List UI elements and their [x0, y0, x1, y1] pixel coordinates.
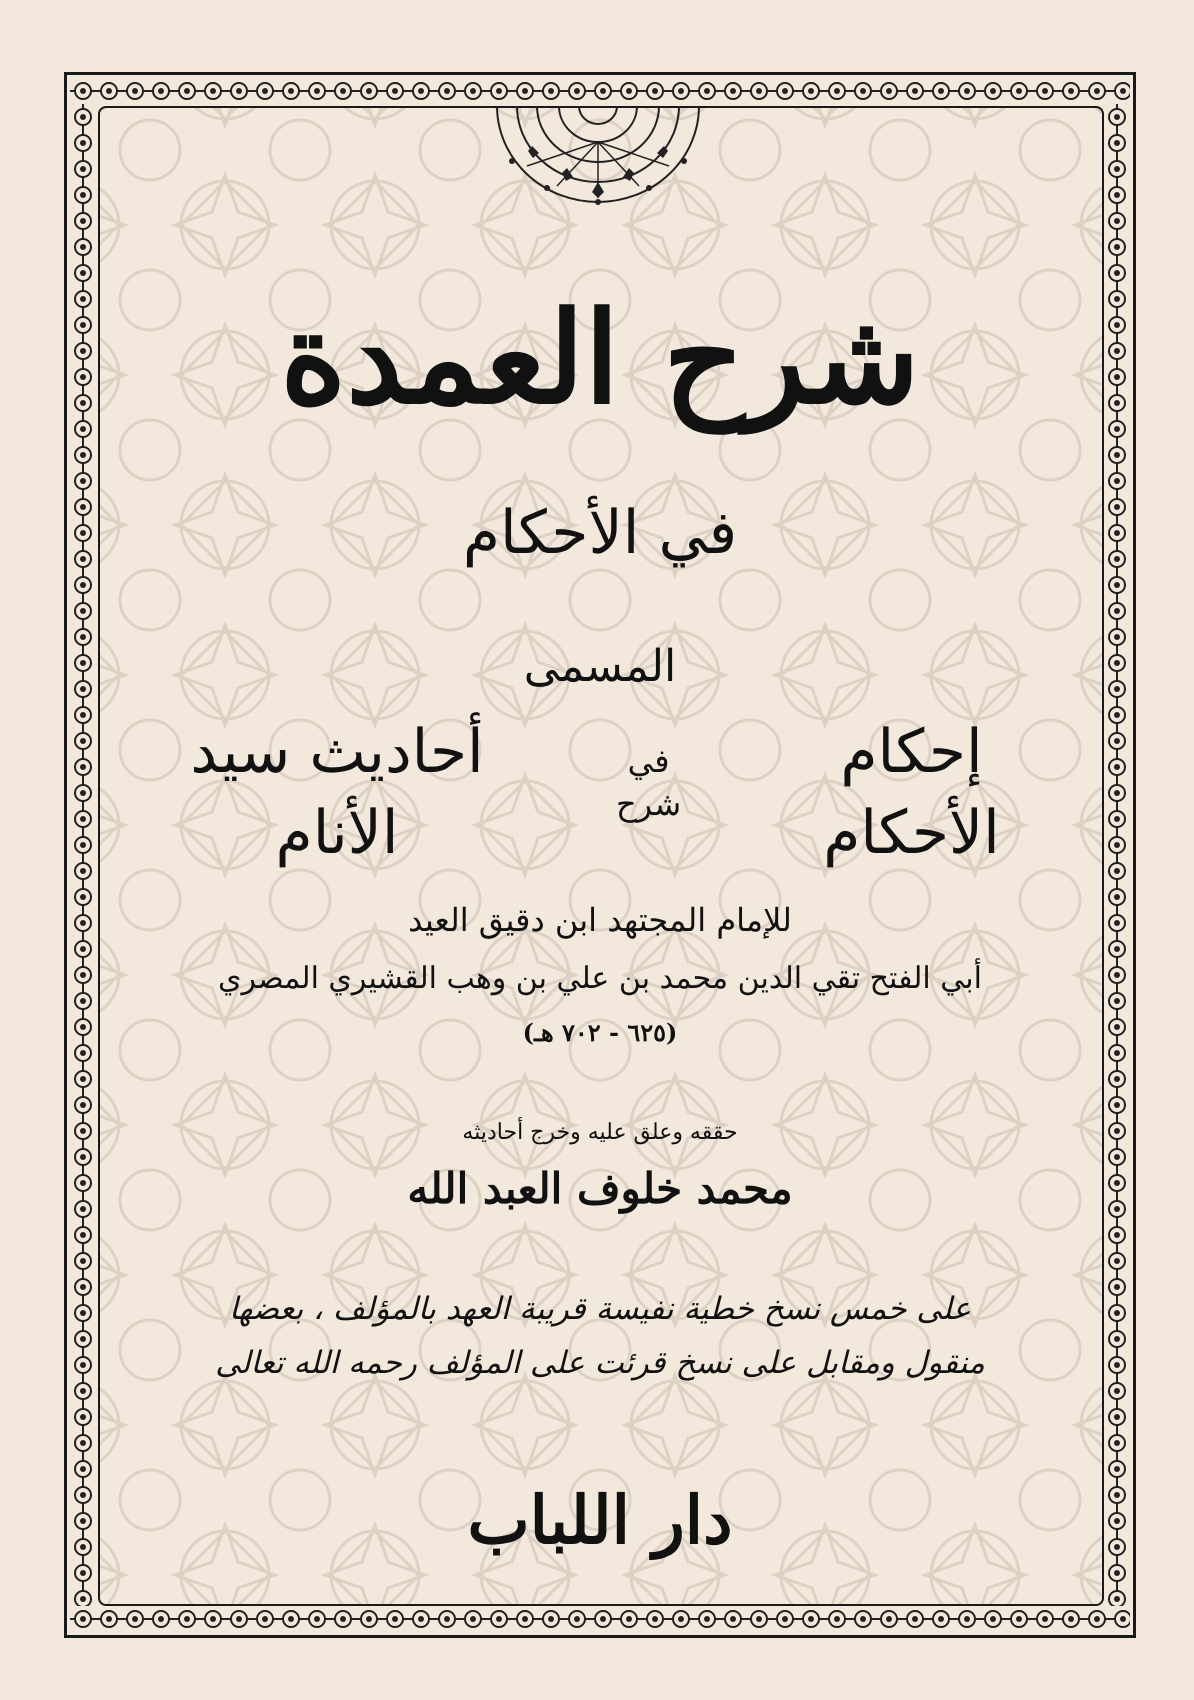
book-title: شرح العمدة	[280, 284, 920, 432]
full-title-right: إحكام الأحكام	[823, 717, 1000, 868]
full-title-left: أحاديث سيد الأنام	[190, 717, 484, 868]
publisher-name: دار اللباب	[467, 1481, 733, 1559]
author-dates: (٦٢٥ - ٧٠٢ هـ)	[522, 1018, 678, 1047]
full-title-middle: في شرح	[616, 742, 682, 824]
author-line-2: أبي الفتح تقي الدين محمد بن علي بن وهب القشيري المصري	[218, 961, 982, 996]
full-title	[120, 712, 1080, 874]
manuscript-note-2: منقول ومقابل على نسخ قرئت على المؤلف رحمه الله تعالى	[215, 1345, 985, 1381]
author-line-1: للإمام المجتهد ابن دقيق العيد	[408, 901, 792, 939]
mandala-ornament-icon	[487, 106, 709, 206]
book-subtitle: في الأحكام	[462, 498, 738, 568]
named-label: المسمى	[523, 641, 677, 692]
editor-name: محمد خلوف العبد الله	[407, 1164, 793, 1213]
editor-credit: حققه وعلق عليه وخرج أحاديثه	[462, 1120, 738, 1145]
manuscript-note-1: على خمس نسخ خطية نفيسة قريبة العهد بالمؤلف ، بعضها	[229, 1291, 971, 1327]
